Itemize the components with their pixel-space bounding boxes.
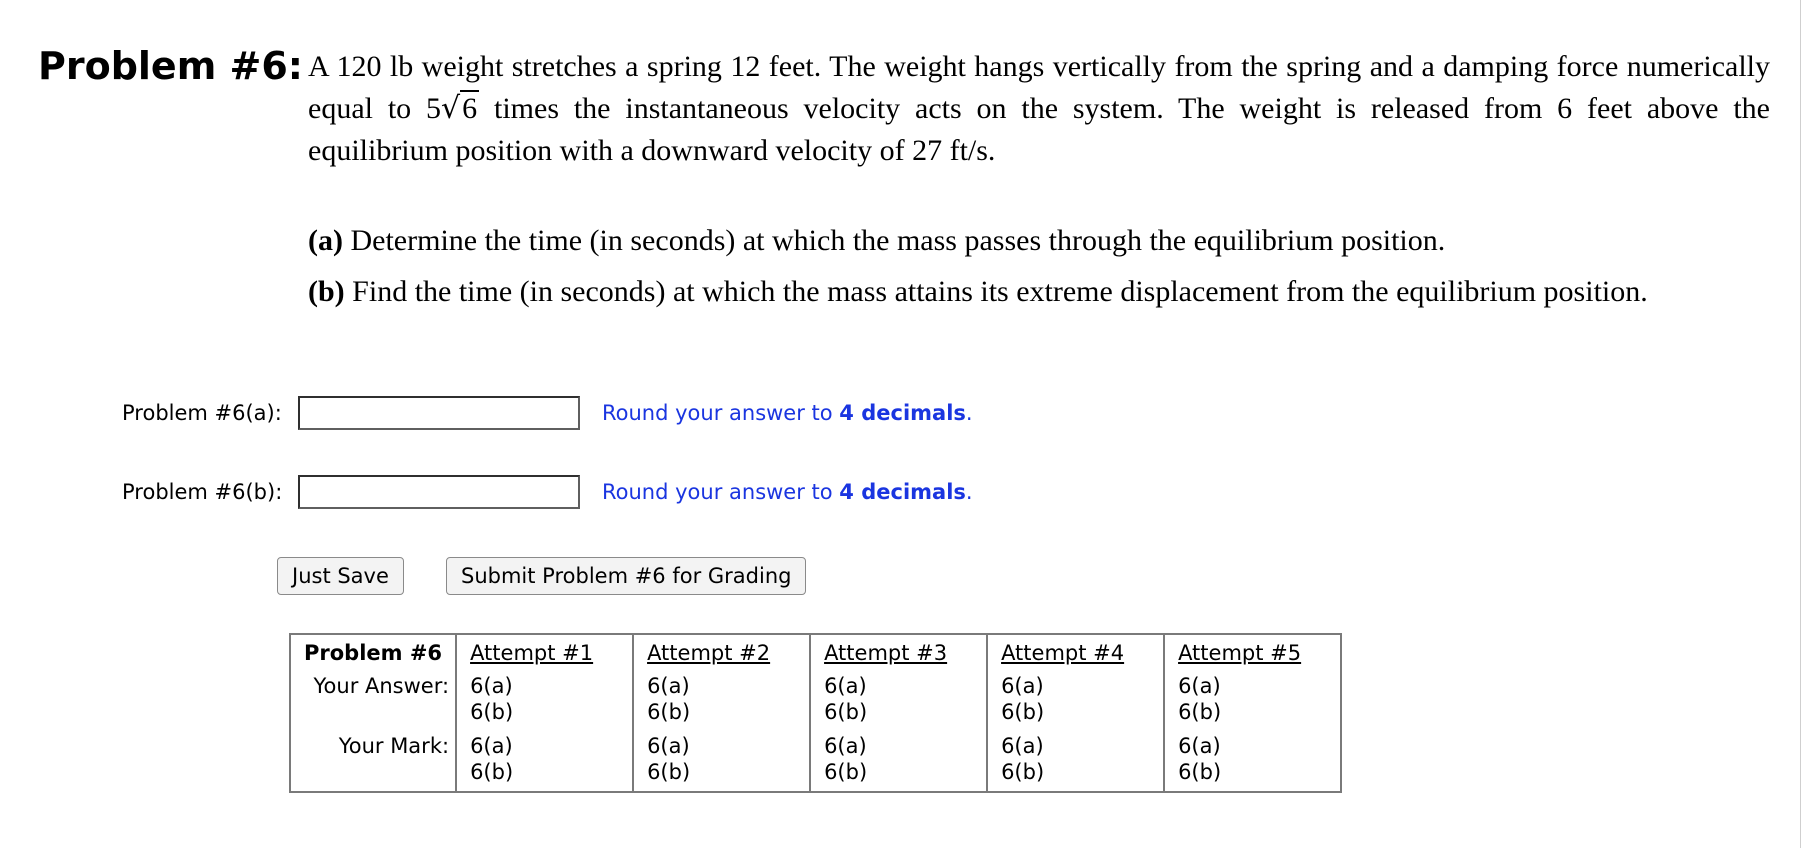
mark-cell-2-b: 6(b) bbox=[647, 760, 691, 784]
your-mark-row bbox=[290, 731, 1341, 792]
attempts-header-row bbox=[290, 634, 1341, 671]
your-mark-label: Your Mark: bbox=[338, 734, 450, 758]
answer-cell-4-a: 6(a) bbox=[1001, 674, 1044, 698]
answer-cell-1 bbox=[456, 671, 633, 731]
part-a-label: (a) bbox=[308, 224, 343, 257]
answer-a-label: Problem #6(a): bbox=[122, 401, 282, 425]
radical-sign: √ bbox=[441, 91, 461, 126]
answer-cell-5-b: 6(b) bbox=[1178, 700, 1222, 724]
mark-cell-3-a: 6(a) bbox=[824, 734, 867, 758]
mark-cell-3-b: 6(b) bbox=[824, 760, 868, 784]
your-answer-label: Your Answer: bbox=[313, 674, 450, 698]
answer-row-b bbox=[122, 472, 973, 512]
answer-cell-5 bbox=[1164, 671, 1341, 731]
mark-cell-3 bbox=[810, 731, 987, 792]
part-a-text: Determine the time (in seconds) at which the mass passes through the equilibrium position. bbox=[350, 224, 1446, 257]
answer-a-hint-decimals: 4 decimals bbox=[839, 401, 966, 425]
attempt-2-link[interactable]: Attempt #2 bbox=[633, 634, 810, 671]
mark-cell-2-a: 6(a) bbox=[647, 734, 690, 758]
answer-cell-3-b: 6(b) bbox=[824, 700, 868, 724]
attempt-5-link[interactable]: Attempt #5 bbox=[1164, 634, 1341, 671]
mark-cell-2 bbox=[633, 731, 810, 792]
attempts-corner: Problem #6 bbox=[304, 641, 443, 665]
answer-a-hint bbox=[602, 401, 973, 425]
problem-heading: Problem #6: bbox=[38, 44, 303, 88]
part-b-label: (b) bbox=[308, 275, 345, 308]
mark-cell-4-b: 6(b) bbox=[1001, 760, 1045, 784]
answer-b-label: Problem #6(b): bbox=[122, 480, 283, 504]
statement-text-start: A 120 lb weight stretches a spring 12 feet. The weight hangs vertically from the spring and a damping force numerically equal to 5 bbox=[308, 50, 1770, 125]
answer-cell-3-a: 6(a) bbox=[824, 674, 867, 698]
mark-cell-1 bbox=[456, 731, 633, 792]
answer-cell-1-b: 6(b) bbox=[470, 700, 514, 724]
page-right-border bbox=[1800, 0, 1801, 848]
attempts-table bbox=[289, 633, 1342, 793]
answer-row-a bbox=[122, 393, 973, 433]
statement-text-end: times the instantaneous velocity acts on the system. The weight is released from 6 feet above the equilibrium position with a downward velocity of 27 ft/s. bbox=[308, 92, 1770, 167]
answer-cell-4 bbox=[987, 671, 1164, 731]
mark-cell-1-b: 6(b) bbox=[470, 760, 514, 784]
answer-cell-2 bbox=[633, 671, 810, 731]
sqrt-argument: 6 bbox=[462, 92, 478, 125]
just-save-button[interactable]: Just Save bbox=[277, 557, 404, 595]
answer-b-input[interactable] bbox=[298, 475, 580, 509]
attempt-3-link[interactable]: Attempt #3 bbox=[810, 634, 987, 671]
answer-b-hint-decimals: 4 decimals bbox=[839, 480, 966, 504]
answer-b-hint-prefix: Round your answer to bbox=[602, 480, 840, 504]
your-answer-row bbox=[290, 671, 1341, 731]
part-a bbox=[308, 220, 1648, 271]
answer-a-hint-prefix: Round your answer to bbox=[602, 401, 840, 425]
attempt-4-link[interactable]: Attempt #4 bbox=[987, 634, 1164, 671]
mark-cell-1-a: 6(a) bbox=[470, 734, 513, 758]
mark-cell-5 bbox=[1164, 731, 1341, 792]
answer-a-hint-suffix: . bbox=[965, 401, 973, 425]
problem-statement bbox=[308, 46, 1770, 172]
answer-b-hint-suffix: . bbox=[965, 480, 973, 504]
answer-cell-3 bbox=[810, 671, 987, 731]
part-b bbox=[308, 271, 1648, 322]
problem-parts bbox=[308, 220, 1648, 322]
answer-cell-2-a: 6(a) bbox=[647, 674, 690, 698]
answer-cell-1-a: 6(a) bbox=[470, 674, 513, 698]
submit-grading-button[interactable]: Submit Problem #6 for Grading bbox=[446, 557, 806, 595]
mark-cell-4-a: 6(a) bbox=[1001, 734, 1044, 758]
answer-cell-2-b: 6(b) bbox=[647, 700, 691, 724]
answer-b-hint bbox=[602, 480, 973, 504]
mark-cell-5-a: 6(a) bbox=[1178, 734, 1221, 758]
answer-a-input[interactable] bbox=[298, 396, 580, 430]
answer-cell-4-b: 6(b) bbox=[1001, 700, 1045, 724]
part-b-text: Find the time (in seconds) at which the mass attains its extreme displacement from the equilibrium position. bbox=[352, 275, 1648, 308]
sqrt-expression bbox=[441, 88, 479, 130]
mark-cell-4 bbox=[987, 731, 1164, 792]
attempt-1-link[interactable]: Attempt #1 bbox=[456, 634, 633, 671]
answer-cell-5-a: 6(a) bbox=[1178, 674, 1221, 698]
mark-cell-5-b: 6(b) bbox=[1178, 760, 1222, 784]
